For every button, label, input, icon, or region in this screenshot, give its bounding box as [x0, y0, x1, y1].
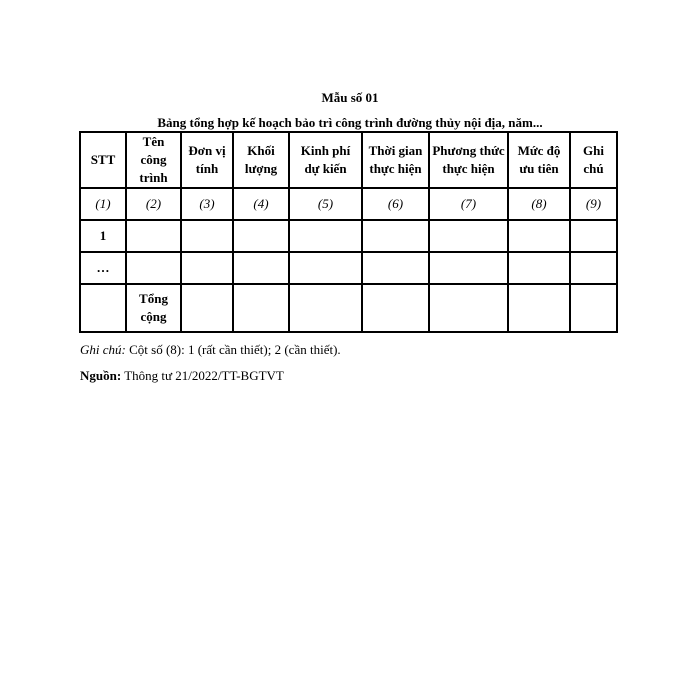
table-cell — [289, 220, 362, 252]
table-row — [80, 252, 617, 284]
table-cell — [570, 284, 617, 332]
table-cell — [80, 284, 126, 332]
table-cell — [233, 252, 289, 284]
header-cell: STT — [80, 132, 126, 188]
column-number-cell: (9) — [570, 188, 617, 220]
table-cell — [570, 252, 617, 284]
header-cell: Tên công trình — [126, 132, 181, 188]
table-cell — [362, 284, 429, 332]
source-text: Thông tư 21/2022/TT-BGTVT — [124, 368, 284, 383]
source-label: Nguồn: — [80, 368, 122, 383]
document-title: Bảng tổng hợp kế hoạch bảo trì công trình đường thủy nội địa, năm... — [157, 115, 543, 130]
footnote-text: Cột số (8): 1 (rất cần thiết); 2 (cần thiết). — [129, 342, 341, 357]
footnote-label: Ghi chú: — [80, 342, 126, 357]
total-row — [80, 284, 617, 332]
table-cell — [289, 252, 362, 284]
table-cell — [429, 252, 508, 284]
table-cell — [362, 252, 429, 284]
header-cell: Ghi chú — [570, 132, 617, 188]
column-number-cell: (6) — [362, 188, 429, 220]
table-cell — [233, 220, 289, 252]
table-cell: … — [80, 252, 126, 284]
table-cell — [570, 220, 617, 252]
source-line — [80, 368, 284, 384]
table-cell — [181, 220, 233, 252]
table-cell: 1 — [80, 220, 126, 252]
table-cell — [508, 252, 570, 284]
column-number-cell: (8) — [508, 188, 570, 220]
header-cell: Kinh phí dự kiến — [289, 132, 362, 188]
column-number-cell: (4) — [233, 188, 289, 220]
maintenance-plan-table — [79, 131, 618, 333]
header-cell: Phương thức thực hiện — [429, 132, 508, 188]
table-header-row — [80, 132, 617, 188]
column-number-row — [80, 188, 617, 220]
column-number-cell: (7) — [429, 188, 508, 220]
table-cell — [508, 220, 570, 252]
table-cell — [126, 252, 181, 284]
table-cell — [429, 284, 508, 332]
table-cell — [362, 220, 429, 252]
column-number-cell: (1) — [80, 188, 126, 220]
footnote — [80, 342, 341, 358]
table-cell — [181, 252, 233, 284]
header-cell: Khối lượng — [233, 132, 289, 188]
header-cell: Đơn vị tính — [181, 132, 233, 188]
header-cell: Mức độ ưu tiên — [508, 132, 570, 188]
table-cell — [126, 220, 181, 252]
column-number-cell: (2) — [126, 188, 181, 220]
table-row — [80, 220, 617, 252]
table-cell — [289, 284, 362, 332]
total-label-cell: Tổng cộng — [126, 284, 181, 332]
header-cell: Thời gian thực hiện — [362, 132, 429, 188]
column-number-cell: (5) — [289, 188, 362, 220]
table-cell — [181, 284, 233, 332]
table-cell — [429, 220, 508, 252]
form-number: Mẫu số 01 — [321, 90, 379, 105]
table-cell — [233, 284, 289, 332]
table-cell — [508, 284, 570, 332]
column-number-cell: (3) — [181, 188, 233, 220]
